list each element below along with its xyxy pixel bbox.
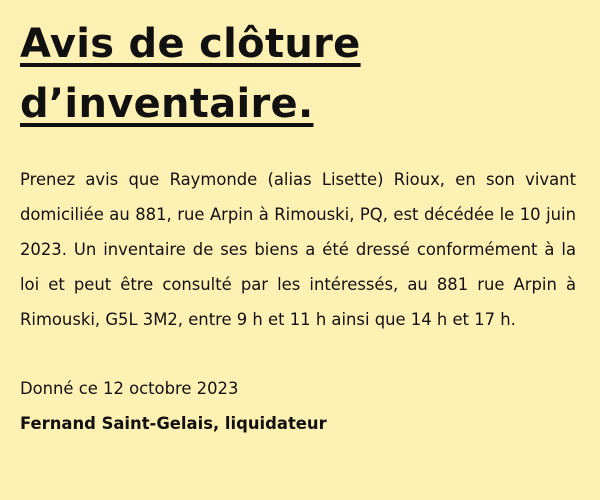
section-spacer — [20, 337, 576, 371]
notice-title-line-1: Avis de clôture — [20, 21, 361, 67]
signatory: Fernand Saint-Gelais, liquidateur — [20, 414, 327, 433]
notice-title-line-2: d’inventaire. — [20, 81, 314, 127]
given-date: Donné ce 12 octobre 2023 — [20, 379, 239, 398]
notice-body: Prenez avis que Raymonde (alias Lisette) Rioux, en son vivant domiciliée au 881, rue Arpin à Rimouski, PQ, est décédée le 10 juin 2023. Un inventaire de ses biens a été dressé conformément à la loi et peut être consulté par les intéressés, au 881 rue Arpin à Rimouski, G5L 3M2, entre 9 h et 11 h ainsi que 14 h et 17 h. — [20, 170, 576, 329]
notice-title — [20, 14, 576, 134]
